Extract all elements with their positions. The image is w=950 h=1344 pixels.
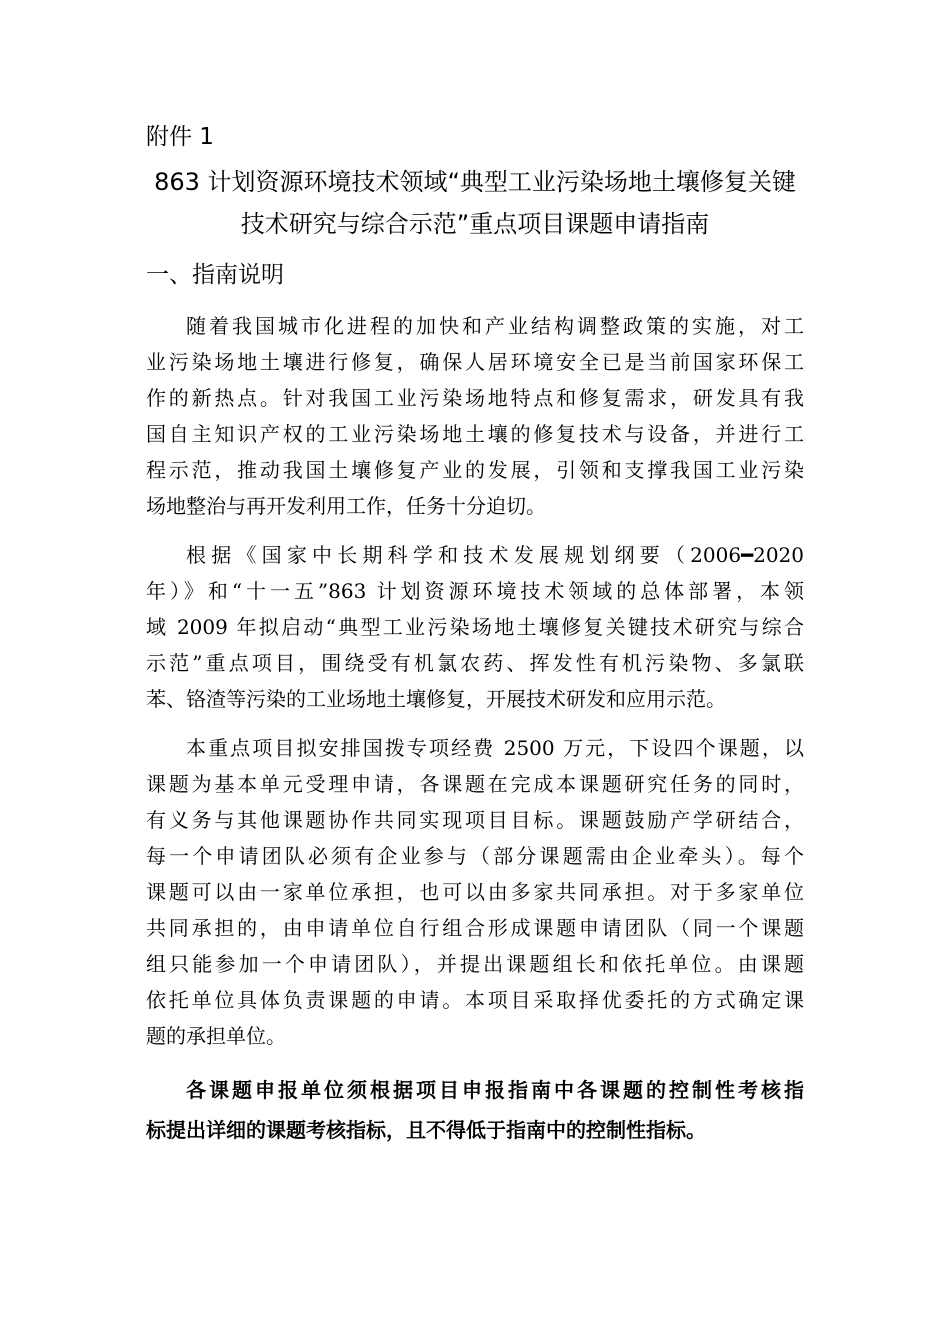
paragraph-3-line: 组只能参加一个申请团队），并提出课题组长和依托单位。由课题 [146,952,804,976]
paragraph-3-line: 有义务与其他课题协作共同实现项目目标。课题鼓励产学研结合， [146,808,804,832]
paragraph-4-line: 标提出详细的课题考核指标，且不得低于指南中的控制性指标。 [146,1118,706,1142]
document-title-line-2: 技术研究与综合示范”重点项目课题申请指南 [240,210,710,238]
paragraph-1-line: 场地整治与再开发利用工作，任务十分迫切。 [146,494,546,518]
paragraph-4-line: 各课题申报单位须根据项目申报指南中各课题的控制性考核指 [186,1078,804,1102]
paragraph-1-line: 国自主知识产权的工业污染场地土壤的修复技术与设备，并进行工 [146,422,804,446]
paragraph-3-line: 题的承担单位。 [146,1024,286,1048]
paragraph-2-line: 根据《国家中长期科学和技术发展规划纲要（2006━2020 [186,543,804,567]
paragraph-3-line: 课题为基本单元受理申请，各课题在完成本课题研究任务的同时， [146,772,804,796]
paragraph-3-line: 课题可以由一家单位承担，也可以由多家共同承担。对于多家单位 [146,880,804,904]
paragraph-2-line: 苯、铬渣等污染的工业场地土壤修复，开展技术研发和应用示范。 [146,687,726,711]
document-title-line-1: 863 计划资源环境技术领域“典型工业污染场地土壤修复关键 [154,168,796,196]
paragraph-3-line: 依托单位具体负责课题的申请。本项目采取择优委托的方式确定课 [146,988,804,1012]
paragraph-1-line: 程示范，推动我国土壤修复产业的发展，引领和支撑我国工业污染 [146,458,804,482]
paragraph-1-line: 业污染场地土壤进行修复，确保人居环境安全已是当前国家环保工 [146,350,804,374]
paragraph-2-line: 年）》和“十一五”863 计划资源环境技术领域的总体部署，本领 [146,579,804,603]
paragraph-3-line: 共同承担的，由申请单位自行组合形成课题申请团队（同一个课题 [146,916,804,940]
paragraph-2-line: 域 2009 年拟启动“典型工业污染场地土壤修复关键技术研究与综合 [146,615,804,639]
paragraph-1-line: 作的新热点。针对我国工业污染场地特点和修复需求，研发具有我 [146,386,804,410]
paragraph-1-line: 随着我国城市化进程的加快和产业结构调整政策的实施，对工 [186,314,804,338]
paragraph-3-line: 本重点项目拟安排国拨专项经费 2500 万元，下设四个课题，以 [186,736,804,760]
paragraph-3-line: 每一个申请团队必须有企业参与（部分课题需由企业牵头）。每个 [146,844,804,868]
attachment-label: 附件 1 [146,124,214,150]
paragraph-2-line: 示范”重点项目，围绕受有机氯农药、挥发性有机污染物、多氯联 [146,651,804,675]
section-heading: 一、指南说明 [146,262,284,288]
